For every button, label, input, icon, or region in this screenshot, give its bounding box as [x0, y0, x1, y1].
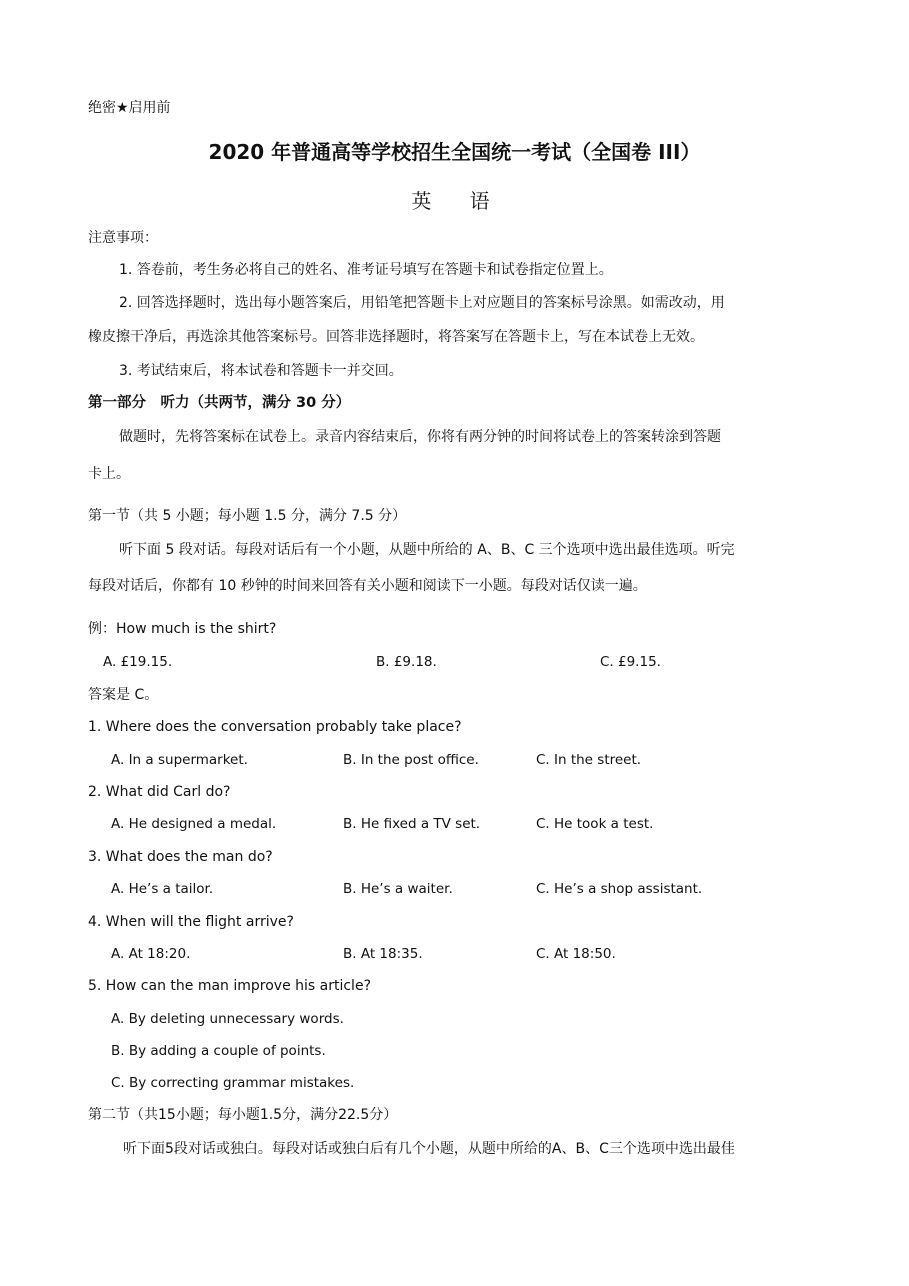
question-5-option-b: B. By adding a couple of points. [111, 1043, 326, 1059]
question-4-option-a: A. At 18:20. [111, 946, 191, 962]
question-1-option-c: C. In the street. [536, 752, 642, 768]
part1-intro: 做题时，先将答案标在试卷上。录音内容结束后，你将有两分钟的时间将试卷上的答案转涂到答题 [119, 429, 721, 445]
question-5-option-c: C. By correcting grammar mistakes. [111, 1075, 355, 1091]
question-3-option-c: C. He’s a shop assistant. [536, 881, 703, 897]
notice-heading: 注意事项： [88, 230, 158, 246]
notice-item-1: 1. 答卷前，考生务必将自己的姓名、准考证号填写在答题卡和试卷指定位置上。 [119, 262, 613, 278]
question-3-option-a: A. He’s a tailor. [111, 881, 214, 897]
section1-heading: 第一节（共 5 小题；每小题 1.5 分，满分 7.5 分） [88, 508, 407, 524]
part1-intro-cont: 卡上。 [88, 466, 130, 482]
question-4-option-c: C. At 18:50. [536, 946, 616, 962]
example-option-c: C. £9.15. [600, 654, 661, 670]
subject-title: 英 语 [411, 189, 506, 213]
question-5: 5. How can the man improve his article? [88, 978, 371, 994]
example-question: 例：How much is the shirt? [88, 621, 277, 637]
notice-item-2: 2. 回答选择题时，选出每小题答案后，用铅笔把答题卡上对应题目的答案标号涂黑。如需改动，用 [119, 295, 725, 311]
question-1-option-a: A. In a supermarket. [111, 752, 248, 768]
question-1-option-b: B. In the post office. [343, 752, 479, 768]
question-2-option-b: B. He fixed a TV set. [343, 816, 481, 832]
section1-intro: 听下面 5 段对话。每段对话后有一个小题，从题中所给的 A、B、C 三个选项中选出最佳选项。听完 [119, 542, 735, 558]
question-4-option-b: B. At 18:35. [343, 946, 423, 962]
confidential-label: 绝密★启用前 [88, 100, 171, 116]
exam-title: 2020 年普通高等学校招生全国统一考试（全国卷 III） [208, 140, 701, 164]
example-option-a: A. £19.15. [103, 654, 173, 670]
question-2: 2. What did Carl do? [88, 784, 231, 800]
section2-intro: 听下面5段对话或独白。每段对话或独白后有几个小题，从题中所给的A、B、C三个选项中选出最佳 [123, 1141, 735, 1157]
section1-intro-cont: 每段对话后，你都有 10 秒钟的时间来回答有关小题和阅读下一小题。每段对话仅读一遍。 [88, 578, 647, 594]
question-2-option-a: A. He designed a medal. [111, 816, 277, 832]
question-4: 4. When will the flight arrive? [88, 914, 294, 930]
part1-heading: 第一部分 听力（共两节，满分 30 分） [88, 395, 351, 411]
question-3: 3. What does the man do? [88, 849, 273, 865]
question-2-option-c: C. He took a test. [536, 816, 654, 832]
question-1: 1. Where does the conversation probably take place? [88, 719, 462, 735]
question-5-option-a: A. By deleting unnecessary words. [111, 1011, 344, 1027]
example-option-b: B. £9.18. [376, 654, 437, 670]
notice-item-3: 3. 考试结束后，将本试卷和答题卡一并交回。 [119, 363, 403, 379]
question-3-option-b: B. He’s a waiter. [343, 881, 453, 897]
section2-heading: 第二节（共15小题；每小题1.5分，满分22.5分） [88, 1107, 398, 1123]
notice-item-2-cont: 橡皮擦干净后，再选涂其他答案标号。回答非选择题时，将答案写在答题卡上，写在本试卷上无效。 [88, 329, 704, 345]
example-answer: 答案是 C。 [88, 687, 159, 703]
